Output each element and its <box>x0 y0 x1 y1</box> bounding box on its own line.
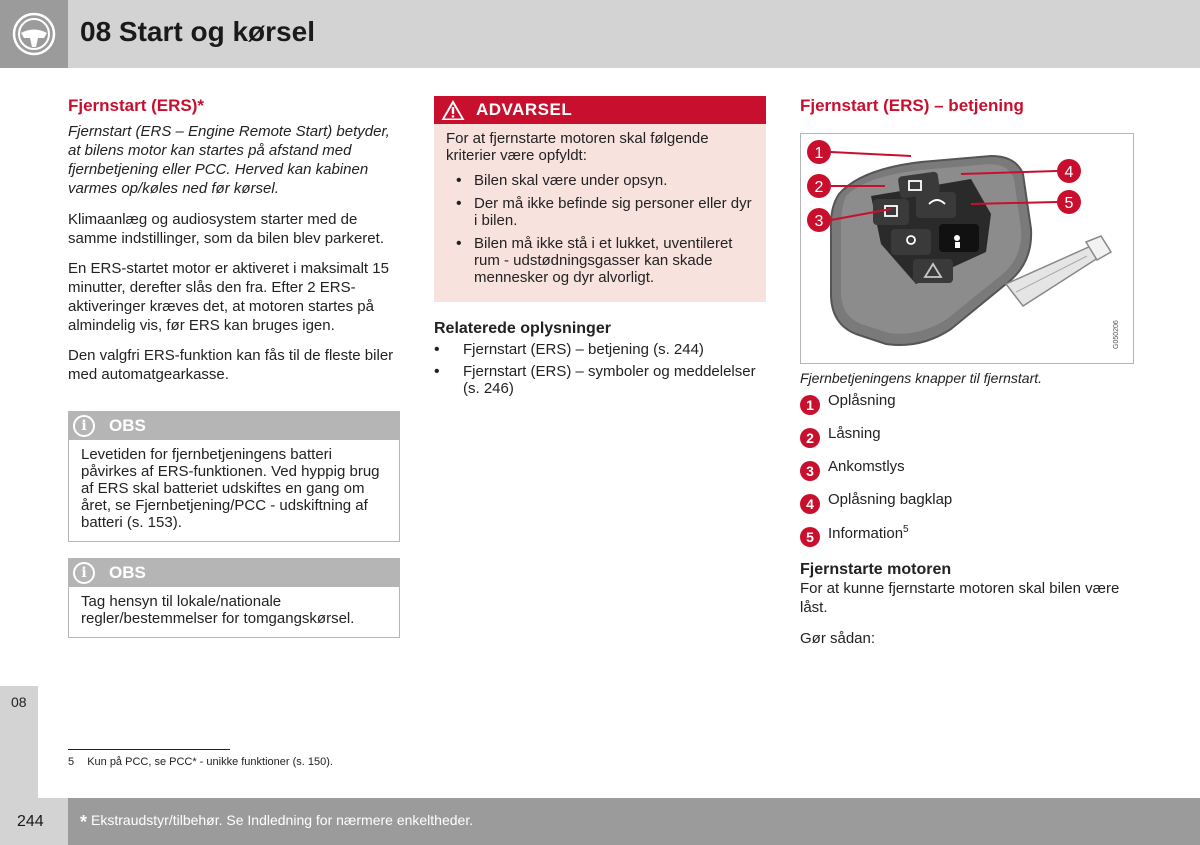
warning-header <box>434 96 766 124</box>
svg-text:2: 2 <box>814 179 824 196</box>
steering-wheel-icon <box>0 0 68 68</box>
warning-box <box>434 96 766 302</box>
obs-title: OBS <box>109 563 146 582</box>
footnote-ref: 5 <box>903 524 909 535</box>
legend-number: 3 <box>800 461 820 481</box>
chapter-side-tab <box>0 686 38 798</box>
callout-4 <box>1057 159 1081 183</box>
info-icon: i <box>73 415 95 437</box>
footnote-number: 5 <box>68 756 75 768</box>
legend-label: Låsning <box>828 425 881 442</box>
legend-number: 4 <box>800 494 820 514</box>
warning-intro: For at fjernstarte motoren skal følgende kriterier være opfyldt: <box>446 130 709 164</box>
related-link[interactable]: • Fjernstart (ERS) – betjening (s. 244) <box>434 341 766 358</box>
body-paragraph-2: En ERS-startet motor er aktiveret i maksimalt 15 minutter, derefter slås den fra. Efter 2 ERS-aktiveringer kræves det, at motoren startes på almindelig vis, før ERS kan bruges igen. <box>68 260 389 334</box>
figure-code: G050206 <box>1113 320 1120 349</box>
related-info-list <box>434 341 766 397</box>
legend-item <box>800 425 1132 458</box>
warning-list-item: • Bilen må ikke stå i et lukket, uventileret rum - udstødningsgasser kan skade mennesker og dyr alvorligt. <box>446 235 754 286</box>
subsection-title: Fjernstarte motoren <box>800 561 952 578</box>
warning-triangle-icon <box>440 98 466 122</box>
legend-label-text: Information <box>828 525 904 542</box>
obs-box-idle-rules <box>68 558 400 638</box>
callout-1 <box>807 140 831 164</box>
warning-list <box>446 172 754 286</box>
page-header <box>0 0 1200 68</box>
legend-item <box>800 491 1132 524</box>
section-title-ers: Fjernstart (ERS)* <box>68 96 205 115</box>
footer-note <box>80 812 473 833</box>
remote-key-figure <box>800 133 1134 364</box>
subsection-text: For at kunne fjernstarte motoren skal bilen være låst. <box>800 580 1120 616</box>
intro-paragraph: Fjernstart (ERS – Engine Remote Start) betyder, at bilens motor kan startes på afstand med fjernbetjening eller PCC. Herved kan kabinen varmes op/køles ned før kørsel. <box>68 123 390 197</box>
warning-body <box>434 124 766 302</box>
obs-title: OBS <box>109 416 146 435</box>
legend-label: Ankomstlys <box>828 458 905 475</box>
related-link[interactable]: • Fjernstart (ERS) – symboler og meddelelser (s. 246) <box>434 363 766 397</box>
legend-number: 1 <box>800 395 820 415</box>
column-2 <box>434 96 766 402</box>
legend-item <box>800 392 1132 425</box>
svg-text:3: 3 <box>814 213 824 230</box>
chapter-side-tab-label: 08 <box>11 694 27 710</box>
body-paragraph-1: Klimaanlæg og audiosystem starter med de samme indstillinger, som da bilen blev parkeret. <box>68 211 384 247</box>
callout-5 <box>1057 190 1081 214</box>
obs-box-battery <box>68 411 400 542</box>
warning-list-item: • Bilen skal være under opsyn. <box>446 172 754 189</box>
obs-header <box>69 412 399 440</box>
legend-number: 2 <box>800 428 820 448</box>
obs-body: Tag hensyn til lokale/nationale regler/bestemmelser for tomgangskørsel. <box>81 593 355 627</box>
warning-title: ADVARSEL <box>476 100 573 119</box>
legend-label <box>828 524 909 542</box>
body-paragraph-3: Den valgfri ERS-funktion kan fås til de fleste biler med automatgearkasse. <box>68 347 394 383</box>
legend-item <box>800 458 1132 491</box>
svg-text:4: 4 <box>1064 164 1074 181</box>
legend-number: 5 <box>800 527 820 547</box>
column-3 <box>800 96 1132 659</box>
asterisk-icon: * <box>80 812 88 832</box>
related-info-title: Relaterede oplysninger <box>434 320 611 337</box>
remote-key-illustration <box>801 134 1133 363</box>
subsection-text-2: Gør sådan: <box>800 630 876 647</box>
header-icon-box <box>0 0 68 68</box>
section-title-ers-operation: Fjernstart (ERS) – betjening <box>800 96 1024 115</box>
obs-body: Levetiden for fjernbetjeningens batteri påvirkes af ERS-funktionen. Ved hyppig brug af ERS skal batteriet udskiftes en gang om året, se Fjernbetjening/PCC - udskiftning af batteri (s. 153). <box>81 446 380 531</box>
callout-2 <box>807 174 831 198</box>
footnote <box>68 756 333 768</box>
obs-header <box>69 559 399 587</box>
figure-caption: Fjernbetjeningens knapper til fjernstart. <box>800 370 1043 386</box>
warning-list-item: • Der må ikke befinde sig personer eller dyr i bilen. <box>446 195 754 229</box>
legend-label: Oplåsning <box>828 392 896 409</box>
page-number: 244 <box>17 813 44 830</box>
callout-3 <box>807 208 831 232</box>
chapter-title: 08 Start og kørsel <box>80 16 315 47</box>
legend-label: Oplåsning bagklap <box>828 491 953 508</box>
svg-text:5: 5 <box>1064 195 1074 212</box>
column-1 <box>68 96 400 638</box>
footer-note-text: Ekstraudstyr/tilbehør. Se Indledning for nærmere enkeltheder. <box>91 812 474 828</box>
legend-item <box>800 524 1132 557</box>
footnote-divider <box>68 749 230 750</box>
footnote-text: Kun på PCC, se PCC* - unikke funktioner (s. 150). <box>87 756 333 768</box>
svg-text:1: 1 <box>814 145 824 162</box>
info-icon: i <box>73 562 95 584</box>
